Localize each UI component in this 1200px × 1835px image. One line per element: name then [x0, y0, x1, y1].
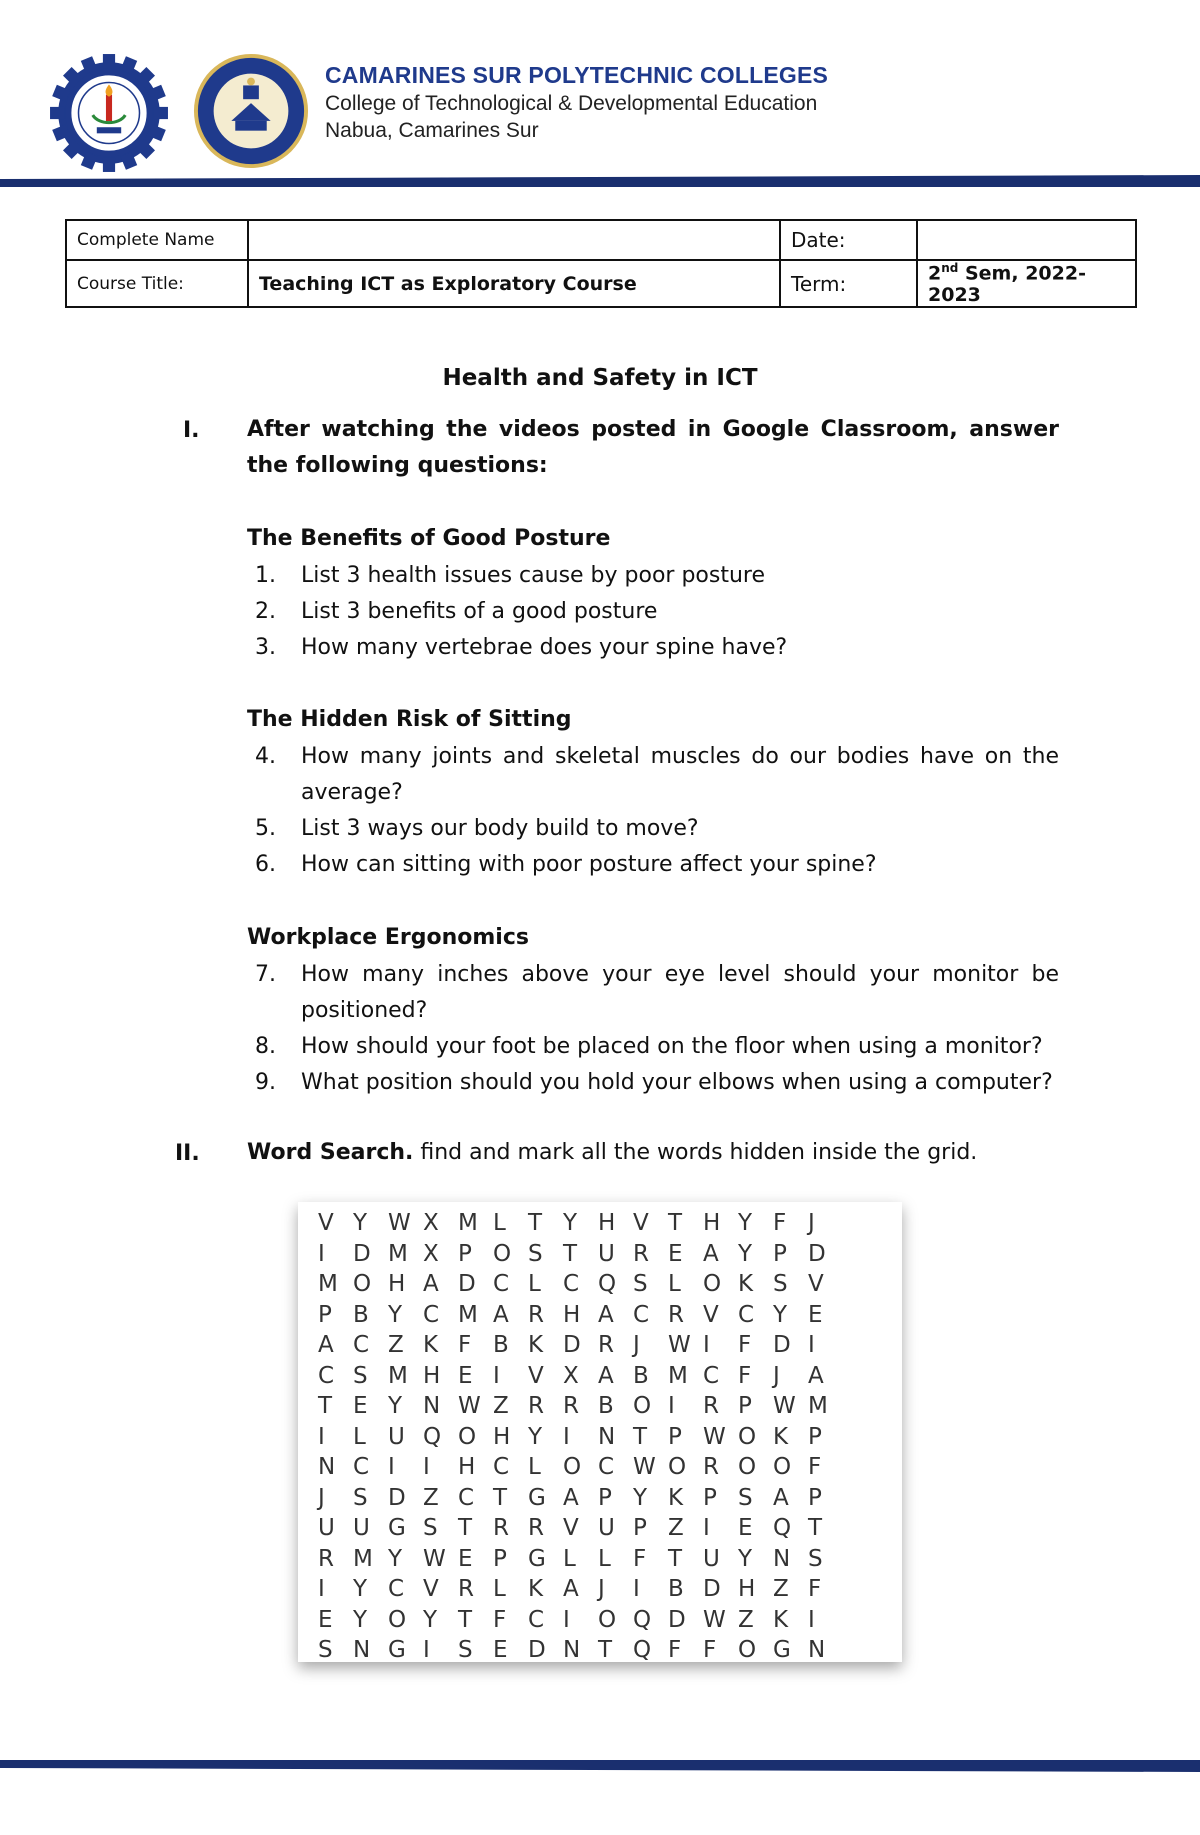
grid-letter[interactable]: Y: [353, 1576, 368, 1602]
grid-letter[interactable]: D: [668, 1606, 686, 1633]
grid-letter[interactable]: F: [703, 1637, 717, 1663]
grid-letter[interactable]: S: [773, 1271, 788, 1297]
grid-letter[interactable]: Z: [388, 1332, 404, 1358]
page-title: Health and Safety in ICT: [442, 365, 758, 391]
grid-letter[interactable]: N: [318, 1454, 336, 1480]
grid-letter[interactable]: T: [668, 1545, 683, 1572]
grid-letter[interactable]: O: [633, 1393, 652, 1419]
grid-letter[interactable]: O: [388, 1606, 407, 1633]
grid-letter[interactable]: C: [563, 1271, 580, 1297]
grid-letter[interactable]: F: [738, 1332, 752, 1358]
grid-letter[interactable]: O: [703, 1271, 722, 1297]
grid-row: [318, 1485, 843, 1516]
grid-letter[interactable]: C: [423, 1301, 440, 1328]
grid-letter[interactable]: F: [808, 1454, 822, 1480]
grid-letter[interactable]: P: [458, 1240, 472, 1267]
grid-letter[interactable]: A: [598, 1301, 614, 1328]
grid-letter[interactable]: F: [738, 1362, 752, 1389]
grid-letter[interactable]: A: [493, 1301, 509, 1328]
grid-letter[interactable]: M: [388, 1362, 408, 1389]
word-search-puzzle: [298, 1202, 902, 1662]
grid-letter[interactable]: C: [703, 1362, 720, 1389]
header-rule: [0, 175, 1200, 187]
grid-row: [318, 1271, 843, 1302]
grid-letter[interactable]: T: [458, 1515, 473, 1541]
footer-rule: [0, 1760, 1200, 1772]
grid-letter[interactable]: R: [493, 1515, 509, 1541]
grid-letter[interactable]: H: [738, 1576, 756, 1602]
letterhead: [325, 62, 828, 143]
grid-letter[interactable]: L: [528, 1271, 541, 1297]
grid-letter[interactable]: L: [493, 1576, 506, 1602]
grid-letter[interactable]: D: [703, 1576, 721, 1602]
grid-letter[interactable]: W: [703, 1606, 726, 1633]
grid-letter[interactable]: T: [493, 1484, 508, 1511]
grid-letter[interactable]: P: [668, 1423, 682, 1450]
grid-row: [318, 1576, 843, 1607]
question-item: 1. List 3 health issues cause by poor posture: [255, 563, 766, 588]
grid-letter[interactable]: L: [528, 1454, 541, 1480]
grid-letter[interactable]: A: [318, 1332, 334, 1358]
grid-letter[interactable]: U: [703, 1545, 720, 1572]
grid-letter[interactable]: B: [668, 1576, 684, 1602]
grid-letter[interactable]: G: [528, 1545, 546, 1572]
grid-letter[interactable]: X: [563, 1362, 579, 1389]
grid-letter[interactable]: E: [458, 1362, 473, 1389]
student-info-table: [65, 219, 1137, 308]
grid-letter[interactable]: X: [423, 1240, 439, 1267]
question-item: 9. What position should you hold your elbows when using a computer?: [255, 1070, 1053, 1095]
grid-letter[interactable]: M: [808, 1393, 828, 1419]
grid-letter[interactable]: T: [668, 1210, 683, 1236]
grid-letter[interactable]: F: [633, 1545, 647, 1572]
grid-letter[interactable]: I: [318, 1423, 325, 1450]
grid-letter[interactable]: G: [773, 1637, 791, 1663]
grid-letter[interactable]: H: [423, 1362, 441, 1389]
grid-letter[interactable]: I: [318, 1240, 325, 1267]
grid-letter[interactable]: E: [738, 1515, 753, 1541]
question-item: 3. How many vertebrae does your spine have?: [255, 635, 788, 660]
grid-letter[interactable]: B: [633, 1362, 649, 1389]
grid-letter[interactable]: V: [703, 1301, 719, 1328]
grid-letter[interactable]: I: [808, 1332, 815, 1358]
grid-letter[interactable]: E: [318, 1606, 333, 1633]
grid-letter[interactable]: J: [808, 1210, 815, 1236]
word-search-grid: [318, 1210, 843, 1668]
grid-letter[interactable]: F: [668, 1637, 682, 1663]
grid-letter[interactable]: S: [528, 1240, 543, 1267]
grid-letter[interactable]: V: [423, 1576, 439, 1602]
grid-letter[interactable]: Y: [353, 1210, 368, 1236]
grid-letter[interactable]: R: [598, 1332, 614, 1358]
grid-letter[interactable]: V: [633, 1210, 649, 1236]
grid-letter[interactable]: A: [773, 1484, 789, 1511]
grid-letter[interactable]: Y: [388, 1393, 403, 1419]
grid-letter[interactable]: A: [598, 1362, 614, 1389]
grid-letter[interactable]: I: [493, 1362, 500, 1389]
grid-letter[interactable]: B: [353, 1301, 369, 1328]
grid-row: [318, 1363, 843, 1394]
grid-letter[interactable]: C: [353, 1454, 370, 1480]
grid-letter[interactable]: B: [598, 1393, 614, 1419]
grid-letter[interactable]: H: [703, 1210, 721, 1236]
grid-letter[interactable]: H: [388, 1271, 406, 1297]
grid-letter[interactable]: K: [773, 1423, 789, 1450]
grid-letter[interactable]: T: [563, 1240, 578, 1267]
question-item: 2. List 3 benefits of a good posture: [255, 599, 658, 624]
grid-letter[interactable]: V: [318, 1210, 334, 1236]
grid-letter[interactable]: Y: [528, 1423, 543, 1450]
grid-letter[interactable]: C: [458, 1484, 475, 1511]
grid-letter[interactable]: C: [388, 1576, 405, 1602]
grid-letter[interactable]: Y: [738, 1240, 753, 1267]
grid-letter[interactable]: S: [353, 1484, 368, 1511]
grid-letter[interactable]: C: [633, 1301, 650, 1328]
grid-letter[interactable]: A: [563, 1484, 579, 1511]
grid-letter[interactable]: A: [808, 1362, 824, 1389]
grid-letter[interactable]: R: [318, 1545, 334, 1572]
grid-letter[interactable]: X: [423, 1210, 439, 1236]
university-seal-logo: [192, 52, 310, 170]
grid-letter[interactable]: A: [423, 1271, 439, 1297]
grid-letter[interactable]: I: [703, 1332, 710, 1358]
grid-letter[interactable]: K: [528, 1576, 544, 1602]
grid-letter[interactable]: E: [808, 1301, 823, 1328]
grid-letter[interactable]: L: [353, 1423, 366, 1450]
grid-letter[interactable]: V: [563, 1515, 579, 1541]
grid-row: [318, 1424, 843, 1455]
grid-letter[interactable]: S: [633, 1271, 648, 1297]
grid-letter[interactable]: J: [598, 1576, 605, 1602]
grid-letter[interactable]: O: [353, 1271, 372, 1297]
grid-letter[interactable]: V: [808, 1271, 824, 1297]
grid-letter[interactable]: F: [458, 1332, 472, 1358]
group-heading: The Benefits of Good Posture: [247, 526, 611, 551]
grid-letter[interactable]: G: [528, 1484, 546, 1511]
grid-row: [318, 1241, 843, 1272]
grid-letter[interactable]: P: [493, 1545, 507, 1572]
grid-letter[interactable]: W: [388, 1210, 411, 1236]
grid-row: [318, 1332, 843, 1363]
grid-letter[interactable]: D: [458, 1271, 476, 1297]
grid-letter[interactable]: K: [738, 1271, 754, 1297]
grid-letter[interactable]: A: [703, 1240, 719, 1267]
grid-letter[interactable]: S: [423, 1515, 438, 1541]
grid-row: [318, 1393, 843, 1424]
grid-letter[interactable]: S: [353, 1362, 368, 1389]
grid-letter[interactable]: C: [738, 1301, 755, 1328]
grid-letter[interactable]: Y: [388, 1545, 403, 1572]
grid-letter[interactable]: L: [668, 1271, 681, 1297]
question-item: 7. How many inches above your eye level should your monitor be positioned?: [255, 962, 1059, 1023]
grid-letter[interactable]: T: [633, 1423, 648, 1450]
grid-row: [318, 1637, 843, 1668]
grid-letter[interactable]: Y: [563, 1210, 578, 1236]
grid-letter[interactable]: O: [738, 1454, 757, 1480]
grid-row: [318, 1515, 843, 1546]
grid-letter[interactable]: P: [808, 1423, 822, 1450]
grid-letter[interactable]: I: [668, 1393, 675, 1419]
grid-letter[interactable]: Z: [668, 1515, 684, 1541]
section-2-instructions: Word Search. find and mark all the words hidden inside the grid.: [247, 1140, 978, 1165]
grid-letter[interactable]: J: [633, 1332, 640, 1358]
grid-letter[interactable]: H: [563, 1301, 581, 1328]
grid-letter[interactable]: T: [528, 1210, 543, 1236]
grid-letter[interactable]: W: [633, 1454, 656, 1480]
grid-row: [318, 1210, 843, 1241]
grid-letter[interactable]: N: [563, 1637, 581, 1663]
name-label: Complete Name: [66, 220, 248, 260]
grid-letter[interactable]: W: [668, 1332, 691, 1358]
grid-letter[interactable]: T: [598, 1637, 613, 1663]
grid-letter[interactable]: P: [808, 1484, 822, 1511]
grid-letter[interactable]: Y: [423, 1606, 438, 1633]
grid-letter[interactable]: S: [808, 1545, 823, 1572]
grid-letter[interactable]: T: [458, 1606, 473, 1633]
grid-letter[interactable]: J: [318, 1484, 325, 1511]
grid-letter[interactable]: Q: [633, 1637, 652, 1663]
grid-letter[interactable]: F: [773, 1210, 787, 1236]
college-name: College of Technological & Developmental Education: [325, 92, 818, 115]
question-item: 4. How many joints and skeletal muscles do our bodies have on the average?: [255, 744, 1059, 805]
grid-letter[interactable]: P: [598, 1484, 612, 1511]
grid-letter[interactable]: W: [703, 1423, 726, 1450]
course-label: Course Title:: [66, 260, 248, 307]
grid-letter[interactable]: D: [528, 1637, 546, 1663]
grid-letter[interactable]: M: [458, 1301, 478, 1328]
grid-letter[interactable]: O: [563, 1454, 582, 1480]
grid-letter[interactable]: W: [458, 1393, 481, 1419]
grid-letter[interactable]: M: [458, 1210, 478, 1236]
grid-letter[interactable]: G: [388, 1637, 406, 1663]
grid-letter[interactable]: S: [458, 1637, 473, 1663]
grid-letter[interactable]: L: [493, 1210, 506, 1236]
grid-letter[interactable]: W: [773, 1393, 796, 1419]
grid-letter[interactable]: R: [668, 1301, 684, 1328]
grid-letter[interactable]: R: [633, 1240, 649, 1267]
grid-letter[interactable]: O: [738, 1637, 757, 1663]
grid-letter[interactable]: M: [353, 1545, 373, 1572]
group-heading: The Hidden Risk of Sitting: [247, 707, 572, 732]
grid-letter[interactable]: O: [598, 1606, 617, 1633]
grid-letter[interactable]: L: [598, 1545, 611, 1572]
grid-letter[interactable]: D: [808, 1240, 826, 1267]
grid-row: [318, 1454, 843, 1485]
grid-letter[interactable]: N: [598, 1423, 616, 1450]
grid-letter[interactable]: P: [318, 1301, 332, 1328]
grid-letter[interactable]: U: [353, 1515, 370, 1541]
grid-letter[interactable]: I: [563, 1606, 570, 1633]
grid-letter[interactable]: I: [703, 1515, 710, 1541]
college-seal-logo: [48, 52, 170, 174]
grid-letter[interactable]: U: [388, 1423, 405, 1450]
grid-letter[interactable]: C: [598, 1454, 615, 1480]
grid-letter[interactable]: I: [423, 1454, 430, 1480]
grid-letter[interactable]: P: [633, 1515, 647, 1541]
grid-letter[interactable]: L: [563, 1545, 576, 1572]
grid-letter[interactable]: U: [318, 1515, 335, 1541]
grid-letter[interactable]: Y: [388, 1301, 403, 1328]
location: Nabua, Camarines Sur: [325, 119, 539, 142]
grid-letter[interactable]: Q: [598, 1271, 617, 1297]
grid-letter[interactable]: E: [668, 1240, 683, 1267]
grid-row: [318, 1607, 843, 1638]
grid-letter[interactable]: K: [528, 1332, 544, 1358]
course-value: Teaching ICT as Exploratory Course: [248, 260, 780, 307]
grid-letter[interactable]: I: [423, 1637, 430, 1663]
grid-letter[interactable]: E: [353, 1393, 368, 1419]
grid-letter[interactable]: Z: [493, 1393, 509, 1419]
grid-letter[interactable]: R: [703, 1393, 719, 1419]
grid-letter[interactable]: U: [598, 1240, 615, 1267]
grid-letter[interactable]: D: [388, 1484, 406, 1511]
grid-letter[interactable]: Z: [423, 1484, 439, 1511]
grid-letter[interactable]: W: [423, 1545, 446, 1572]
grid-letter[interactable]: V: [528, 1362, 544, 1389]
grid-row: [318, 1546, 843, 1577]
grid-letter[interactable]: Z: [738, 1606, 754, 1633]
grid-letter[interactable]: H: [493, 1423, 511, 1450]
grid-letter[interactable]: S: [738, 1484, 753, 1511]
grid-letter[interactable]: N: [808, 1637, 826, 1663]
grid-letter[interactable]: P: [703, 1484, 717, 1511]
section-1-instructions: After watching the videos posted in Google Classroom, answer the following questions:: [247, 417, 1059, 478]
grid-letter[interactable]: Y: [353, 1606, 368, 1633]
grid-letter[interactable]: Y: [633, 1484, 648, 1511]
grid-letter[interactable]: D: [773, 1332, 791, 1358]
grid-letter[interactable]: Z: [773, 1576, 789, 1602]
grid-letter[interactable]: I: [808, 1606, 815, 1633]
grid-letter[interactable]: T: [318, 1393, 333, 1419]
grid-letter[interactable]: K: [668, 1484, 684, 1511]
grid-letter[interactable]: R: [528, 1515, 544, 1541]
grid-letter[interactable]: D: [353, 1240, 371, 1267]
term-value: 2nd Sem, 2022-2023: [917, 260, 1136, 307]
grid-letter[interactable]: F: [493, 1606, 507, 1633]
grid-letter[interactable]: H: [598, 1210, 616, 1236]
grid-letter[interactable]: R: [458, 1576, 474, 1602]
grid-letter[interactable]: D: [563, 1332, 581, 1358]
grid-letter[interactable]: Y: [738, 1545, 753, 1572]
institution-name: CAMARINES SUR POLYTECHNIC COLLEGES: [325, 62, 829, 88]
grid-letter[interactable]: R: [703, 1454, 719, 1480]
group-heading: Workplace Ergonomics: [247, 925, 529, 950]
grid-letter[interactable]: O: [773, 1454, 792, 1480]
date-label: Date:: [780, 220, 917, 260]
grid-letter[interactable]: N: [773, 1545, 791, 1572]
grid-letter[interactable]: F: [808, 1576, 822, 1602]
grid-letter[interactable]: C: [318, 1362, 335, 1389]
grid-letter[interactable]: Q: [423, 1423, 442, 1450]
grid-letter[interactable]: T: [808, 1515, 823, 1541]
grid-letter[interactable]: C: [353, 1332, 370, 1358]
grid-letter[interactable]: R: [528, 1301, 544, 1328]
grid-letter[interactable]: H: [458, 1454, 476, 1480]
grid-letter[interactable]: S: [318, 1637, 333, 1663]
date-field[interactable]: [917, 220, 1136, 260]
grid-letter[interactable]: C: [493, 1454, 510, 1480]
grid-letter[interactable]: N: [353, 1637, 371, 1663]
grid-letter[interactable]: B: [493, 1332, 509, 1358]
grid-letter[interactable]: O: [493, 1240, 512, 1267]
grid-letter[interactable]: N: [423, 1393, 441, 1419]
grid-letter[interactable]: K: [423, 1332, 439, 1358]
grid-letter[interactable]: I: [563, 1423, 570, 1450]
grid-letter[interactable]: I: [388, 1454, 395, 1480]
section-1-number: I.: [183, 418, 200, 443]
grid-letter[interactable]: I: [633, 1576, 640, 1602]
grid-letter[interactable]: C: [493, 1271, 510, 1297]
grid-letter[interactable]: Y: [738, 1210, 753, 1236]
grid-letter[interactable]: Y: [773, 1301, 788, 1328]
grid-letter[interactable]: R: [563, 1393, 579, 1419]
grid-letter[interactable]: U: [598, 1515, 615, 1541]
grid-letter[interactable]: K: [773, 1606, 789, 1633]
grid-row: [318, 1302, 843, 1333]
grid-letter[interactable]: R: [528, 1393, 544, 1419]
question-item: 5. List 3 ways our body build to move?: [255, 816, 699, 841]
grid-letter[interactable]: Q: [773, 1515, 792, 1541]
grid-letter[interactable]: P: [773, 1240, 787, 1267]
grid-letter[interactable]: E: [458, 1545, 473, 1572]
grid-letter[interactable]: M: [388, 1240, 408, 1267]
grid-letter[interactable]: J: [773, 1362, 780, 1389]
section-2-number: II.: [175, 1141, 200, 1166]
grid-letter[interactable]: O: [458, 1423, 477, 1450]
grid-letter[interactable]: E: [493, 1637, 508, 1663]
grid-letter[interactable]: C: [528, 1606, 545, 1633]
question-item: 6. How can sitting with poor posture affect your spine?: [255, 852, 877, 877]
grid-letter[interactable]: M: [668, 1362, 688, 1389]
grid-letter[interactable]: I: [318, 1576, 325, 1602]
grid-letter[interactable]: M: [318, 1271, 338, 1297]
grid-letter[interactable]: P: [738, 1393, 752, 1419]
question-item: 8. How should your foot be placed on the floor when using a monitor?: [255, 1034, 1043, 1059]
grid-letter[interactable]: G: [388, 1515, 406, 1541]
name-field[interactable]: [248, 220, 780, 260]
grid-letter[interactable]: O: [738, 1423, 757, 1450]
grid-letter[interactable]: O: [668, 1454, 687, 1480]
term-label: Term:: [780, 260, 917, 307]
grid-letter[interactable]: Q: [633, 1606, 652, 1633]
grid-letter[interactable]: A: [563, 1576, 579, 1602]
